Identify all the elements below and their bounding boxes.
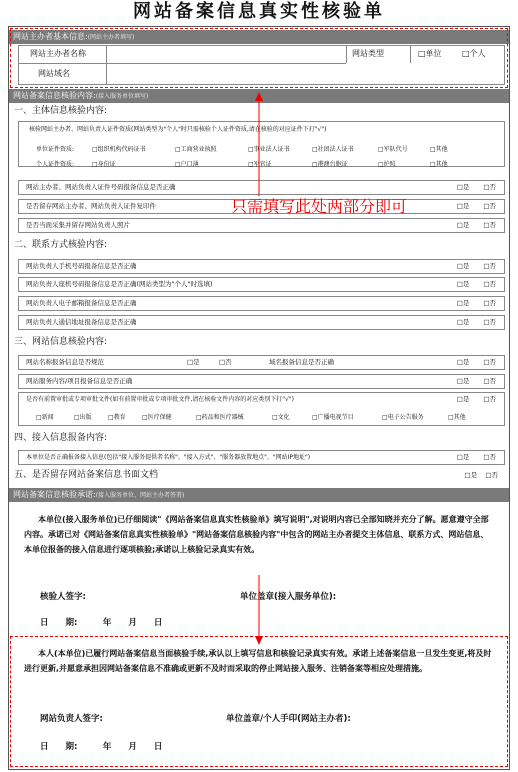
- yes-checkbox[interactable]: □是: [456, 221, 470, 229]
- yes-checkbox[interactable]: □是: [456, 377, 470, 385]
- subject-item-2: 是否留存网站主办者、网站负责人证件复印件 □是 □否: [18, 199, 505, 214]
- commitment-unit-text: 本单位(接入服务单位)已仔细阅读"《网站备案信息真实性核验单》填写说明",对说明内容已全部知晓并充分了解。愿意遵守全部内容。承诺已对《网站备案信息真实性核验单》"网站备案信息核验内容"中包含的网站主办者提交主体信息、联系方式、网站信息、本单位报备的接入信息进行逐项核验;承诺以上核验记录真实有效。: [24, 515, 489, 554]
- unit-cert-society[interactable]: □社团法人证书: [312, 146, 354, 153]
- sponsor-name-label: 网站主办者名称: [30, 49, 86, 58]
- no-checkbox[interactable]: □否: [483, 280, 496, 288]
- subject-item-1: 网站主办者、网站负责人证件号码报备信息是否正确 □是 □否: [18, 180, 505, 195]
- approval-publish[interactable]: □出版: [74, 414, 92, 421]
- yes-checkbox[interactable]: □是: [456, 280, 470, 288]
- unit-cert-public[interactable]: □事业法人证书: [248, 146, 290, 153]
- yes-checkbox[interactable]: □是: [456, 202, 470, 210]
- approval-medical[interactable]: □医疗保健: [142, 414, 172, 421]
- contact-heading: 二、联系方式核验内容:: [14, 240, 108, 250]
- no-checkbox[interactable]: □否: [483, 299, 496, 307]
- unit-cert-org[interactable]: □组织机构代码证书: [92, 146, 146, 153]
- person-cert-id[interactable]: □身份证: [92, 161, 116, 168]
- site-type-person-checkbox[interactable]: □个人: [462, 49, 486, 58]
- owner-seal[interactable]: 单位盖章/个人手印(网站主办者):: [226, 714, 351, 724]
- yes-checkbox[interactable]: □是: [187, 358, 200, 366]
- owner-signature[interactable]: 网站负责人签字:: [40, 714, 103, 724]
- unit-seal[interactable]: 单位盖章(接入服务单位):: [240, 592, 337, 602]
- contact-item-4: 网站负责人通信地址报备信息是否正确 □是 □否: [18, 315, 505, 330]
- approval-news[interactable]: □新闻: [36, 414, 54, 421]
- retain-heading: 五、是否留存网站备案信息书面文档: [14, 470, 159, 480]
- yes-checkbox[interactable]: □是: [456, 318, 470, 326]
- person-cert-household[interactable]: □户口薄: [175, 161, 199, 168]
- unit-cert-license[interactable]: □工商营业执照: [175, 146, 217, 153]
- verifier-signature[interactable]: 核验人签字:: [40, 592, 86, 602]
- subject-item-3: 是否当面采集并留存网站负责人照片 □是 □否: [18, 218, 505, 233]
- person-cert-hkmt[interactable]: □港澳台胞证: [312, 161, 348, 168]
- site-type-unit-checkbox[interactable]: □单位: [418, 49, 442, 58]
- yes-checkbox[interactable]: □是: [456, 183, 470, 191]
- no-checkbox[interactable]: □否: [483, 221, 496, 229]
- unit-cert-army[interactable]: □军队代号: [378, 146, 408, 153]
- subject-heading: 一、主体信息核验内容:: [14, 106, 108, 116]
- siteinfo-name-row: 网站名称报备信息是否规范 □是 □否 域名报备信息是否正确 □是 □否: [18, 355, 505, 370]
- no-checkbox[interactable]: □否: [483, 377, 496, 385]
- arrow-down-head: [255, 636, 263, 645]
- verify-content-bar: 网站备案信息核验内容:(接入服务单位填写): [9, 89, 509, 103]
- access-item: 本单位是否正确报备接入信息(包括"接入服务提供者名称"、"接入方式"、"服务器放置地点"、"网站IP地址") □是 □否: [18, 450, 505, 465]
- siteinfo-service-row: 网站服务内容/项目报备信息是否正确 □是 □否: [18, 374, 505, 389]
- siteinfo-heading: 三、网站信息核验内容:: [14, 337, 108, 347]
- yes-checkbox[interactable]: □是: [456, 358, 470, 366]
- no-checkbox[interactable]: □否: [219, 358, 232, 366]
- no-checkbox[interactable]: □否: [483, 453, 496, 461]
- no-checkbox[interactable]: □否: [485, 471, 498, 479]
- unit-cert-label: 单位证件资质:: [36, 146, 75, 153]
- yes-checkbox[interactable]: □是: [456, 299, 470, 307]
- site-domain-label: 网站域名: [38, 69, 70, 78]
- contact-item-3: 网站负责人电子邮箱报备信息是否正确 □是 □否: [18, 296, 505, 311]
- date-1[interactable]: 日 期: 年 月 日: [40, 618, 163, 628]
- annotation-text: 只需填写此处两部分即可: [231, 197, 408, 216]
- yes-checkbox[interactable]: □是: [456, 395, 470, 403]
- arrow-up-head: [255, 92, 263, 101]
- unit-cert-other[interactable]: □其他: [430, 146, 448, 153]
- person-cert-other[interactable]: □其他: [430, 161, 448, 168]
- no-checkbox[interactable]: □否: [483, 202, 496, 210]
- siteinfo-approval-row: 是否有前置审批或专项审批文件(如有前置审批或专项审批文件,请在核验文件内容的对应类别下打"√") □是 □否: [18, 392, 505, 426]
- no-checkbox[interactable]: □否: [483, 318, 496, 326]
- approval-other[interactable]: □其他: [448, 414, 466, 421]
- form-title: 网站备案信息真实性核验单: [133, 1, 385, 22]
- approval-broadcast[interactable]: □广播电视节目: [312, 414, 354, 421]
- person-cert-label: 个人证件资质:: [36, 161, 75, 168]
- approval-education[interactable]: □教育: [108, 414, 126, 421]
- yes-checkbox[interactable]: □是: [464, 471, 478, 479]
- no-checkbox[interactable]: □否: [483, 395, 496, 403]
- no-checkbox[interactable]: □否: [483, 262, 496, 270]
- yes-checkbox[interactable]: □是: [456, 262, 470, 270]
- date-2[interactable]: 日 期: 年 月 日: [40, 742, 163, 752]
- yes-checkbox[interactable]: □是: [456, 453, 470, 461]
- commitment-bar: 网站备案信息核验承诺:(接入服务单位、网站主办者签署): [9, 488, 509, 502]
- person-cert-passport[interactable]: □护照: [378, 161, 396, 168]
- approval-culture[interactable]: □文化: [272, 414, 290, 421]
- no-checkbox[interactable]: □否: [483, 358, 496, 366]
- site-type-label: 网站类型: [352, 49, 384, 58]
- access-heading: 四、接入信息报备内容:: [14, 433, 108, 443]
- subject-cert-row: 核验网站主办者、网站负责人证件资质(网站类型为"个人"时只需核验个人证件资质,请在核验的对应证件下打"√"): [18, 121, 505, 167]
- person-cert-officer[interactable]: □军官证: [248, 161, 272, 168]
- commitment-person-text: 本人(本单位)已履行网站备案信息当面核验手续,承认以上填写信息和核验记录真实有效。承诺上述备案信息一旦发生变更,将及时进行更新,并愿意承担因网站备案信息不准确或更新不及时而采取的停止网站接入服务、注销备案等相应处理措施。: [24, 649, 492, 673]
- approval-bbs[interactable]: □电子公告服务: [382, 414, 424, 421]
- contact-item-2: 网站负责人座机号码报备信息是否正确(网站类型为"个人"时选填) □是 □否: [18, 277, 505, 292]
- approval-drugs[interactable]: □药品和医疗器械: [196, 414, 244, 421]
- no-checkbox[interactable]: □否: [483, 183, 496, 191]
- sponsor-basic-bar: 网站主办者基本信息:(网站主办者填写): [9, 30, 509, 44]
- contact-item-1: 网站负责人手机号码报备信息是否正确 □是 □否: [18, 259, 505, 274]
